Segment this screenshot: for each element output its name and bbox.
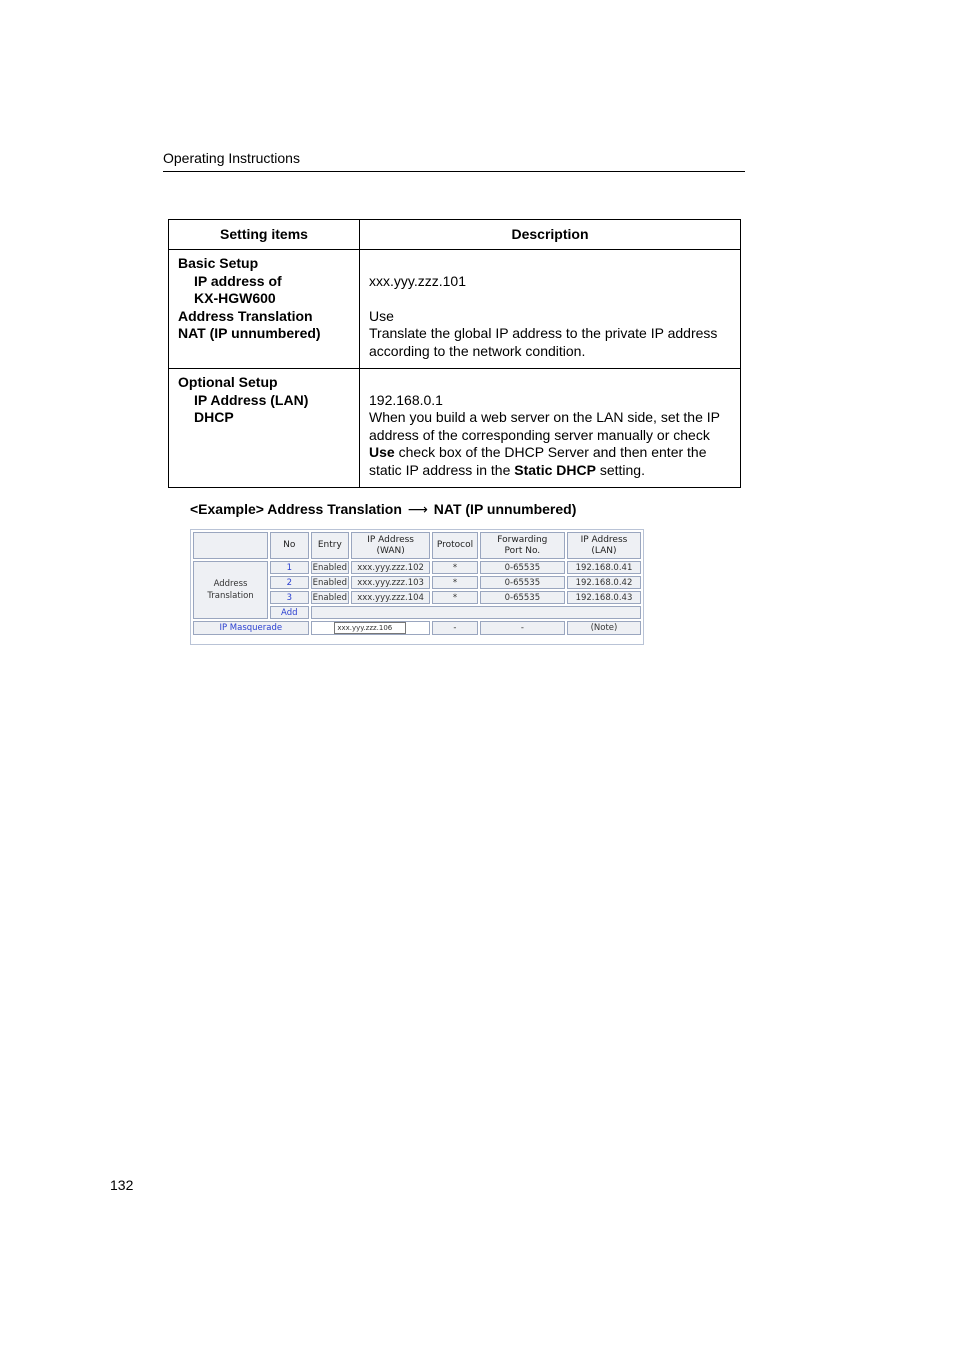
nat-screenshot [190,529,644,645]
page-number: 132 [110,1177,134,1193]
setting-item: Address Translation [178,307,313,324]
description-value: 192.168.0.1 [369,391,443,408]
entry-ip-lan: 192.168.0.41 [567,561,641,574]
section-title: Optional Setup [178,374,278,390]
setting-items-cell [169,369,360,488]
header-line: (LAN) [591,545,617,556]
address-translation-label [193,561,268,619]
nat-header-protocol: Protocol [432,532,478,559]
example-caption-left: <Example> Address Translation [190,501,402,517]
entry-protocol: * [432,576,478,589]
entry-status: Enabled [311,561,350,574]
entry-protocol: * [432,591,478,604]
entry-number-link[interactable]: 3 [270,591,309,604]
running-header: Operating Instructions [163,150,300,166]
setting-item: IP address of [194,272,282,289]
settings-table [168,219,741,488]
example-caption-right: NAT (IP unnumbered) [433,501,577,517]
description-emphasis: Static DHCP [514,461,596,478]
settings-header-row [169,220,741,250]
entry-port: 0-65535 [480,591,565,604]
nat-header-ip-lan [567,532,641,559]
table-row [169,250,741,369]
description-fragment: When you build a web server on the LAN side, set the IP address of the corresponding server manually or check [369,409,720,443]
nat-header-ip-wan [351,532,430,559]
col-header-setting-items: Setting items [169,220,360,250]
description-cell [360,250,741,369]
header-line: IP Address [367,534,414,545]
masquerade-port: - [480,621,565,635]
header-line: Port No. [504,545,541,556]
right-arrow-icon: ⟶ [407,501,428,517]
nat-table [191,530,643,637]
masquerade-ip-input[interactable]: xxx.yyy.zzz.106 [334,622,406,634]
section-title: Basic Setup [178,255,259,271]
col-header-description: Description [360,220,741,250]
masquerade-protocol: - [432,621,478,635]
table-row [193,561,641,574]
add-row-blank [311,606,641,619]
entry-number-link[interactable]: 2 [270,576,309,589]
nat-header-row [193,532,641,559]
entry-status: Enabled [311,576,350,589]
entry-port: 0-65535 [480,561,565,574]
nat-header-no: No [270,532,309,559]
header-line: (WAN) [376,545,405,556]
nat-header-blank [193,532,268,559]
setting-item: IP Address (LAN) [194,391,309,408]
setting-item: KX-HGW600 [194,290,276,306]
setting-item: DHCP [194,409,234,425]
description-value: xxx.yyy.zzz.101 [369,272,466,289]
entry-ip-wan: xxx.yyy.zzz.102 [351,561,430,574]
masquerade-row [193,621,641,635]
add-link[interactable]: Add [270,606,309,619]
nat-header-entry: Entry [311,532,350,559]
entry-ip-wan: xxx.yyy.zzz.103 [351,576,430,589]
label-line: Address [213,579,248,589]
label-line: Translation [207,591,254,601]
description-cell [360,369,741,488]
entry-number-link[interactable]: 1 [270,561,309,574]
description-text: Translate the global IP address to the private IP address according to the network condition. [369,325,718,359]
description-text [369,409,731,479]
masquerade-input-cell [311,621,431,635]
description-fragment: check box of the DHCP Server and then enter the static IP address in the [369,444,707,478]
entry-ip-lan: 192.168.0.43 [567,591,641,604]
header-rule [163,171,745,172]
masquerade-ip-lan: (Note) [567,621,641,635]
setting-item: NAT (IP unnumbered) [178,325,321,341]
header-line: IP Address [580,534,628,545]
table-row [169,369,741,488]
description-emphasis: Use [369,444,395,460]
header-line: Forwarding [497,534,548,545]
entry-port: 0-65535 [480,576,565,589]
nat-header-forwarding-port [480,532,565,559]
entry-ip-lan: 192.168.0.42 [567,576,641,589]
entry-status: Enabled [311,591,350,604]
ip-masquerade-link[interactable]: IP Masquerade [193,621,309,635]
entry-protocol: * [432,561,478,574]
entry-ip-wan: xxx.yyy.zzz.104 [351,591,430,604]
description-fragment: setting. [595,461,645,478]
description-value: Use [369,307,394,324]
example-caption [190,501,576,518]
setting-items-cell [169,250,360,369]
